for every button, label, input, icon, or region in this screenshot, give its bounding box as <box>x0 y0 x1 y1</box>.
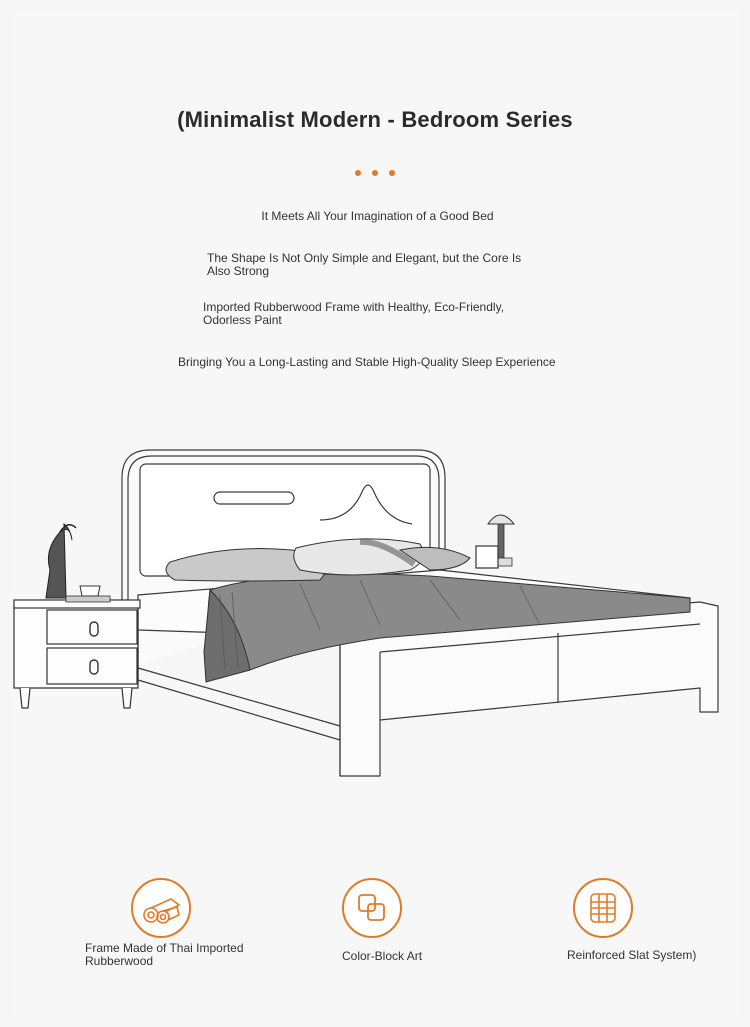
elephant-figurine <box>46 524 72 598</box>
page-title: (Minimalist Modern - Bedroom Series <box>177 107 573 132</box>
wood-logs-icon <box>131 878 191 938</box>
photo-frame <box>476 546 498 568</box>
tray <box>66 596 110 602</box>
lamp <box>488 515 514 524</box>
decorative-dots <box>355 170 395 178</box>
feature-label: Frame Made of Thai Imported Rubberwood <box>85 941 244 968</box>
bed-illustration <box>0 420 750 800</box>
dot-icon <box>372 170 378 176</box>
slat-grid-icon <box>573 878 633 938</box>
feature-label: Color-Block Art <box>342 949 423 963</box>
intro-line-2: The Shape Is Not Only Simple and Elegant, but the Core Is Also Strong <box>207 251 522 278</box>
color-block-icon <box>342 878 402 938</box>
cup <box>80 586 100 596</box>
intro-line-3: Imported Rubberwood Frame with Healthy, Eco-Friendly, Odorless Paint <box>203 300 505 327</box>
feature-slat-system <box>567 878 697 962</box>
feature-label: Reinforced Slat System) <box>567 948 697 962</box>
dot-icon <box>389 170 395 176</box>
intro-line-4: Bringing You a Long-Lasting and Stable High-Quality Sleep Experience <box>178 355 556 369</box>
feature-rubberwood <box>85 878 244 968</box>
intro-line-1: It Meets All Your Imagination of a Good Bed <box>261 209 494 223</box>
dot-icon <box>355 170 361 176</box>
feature-color-block <box>342 878 423 963</box>
